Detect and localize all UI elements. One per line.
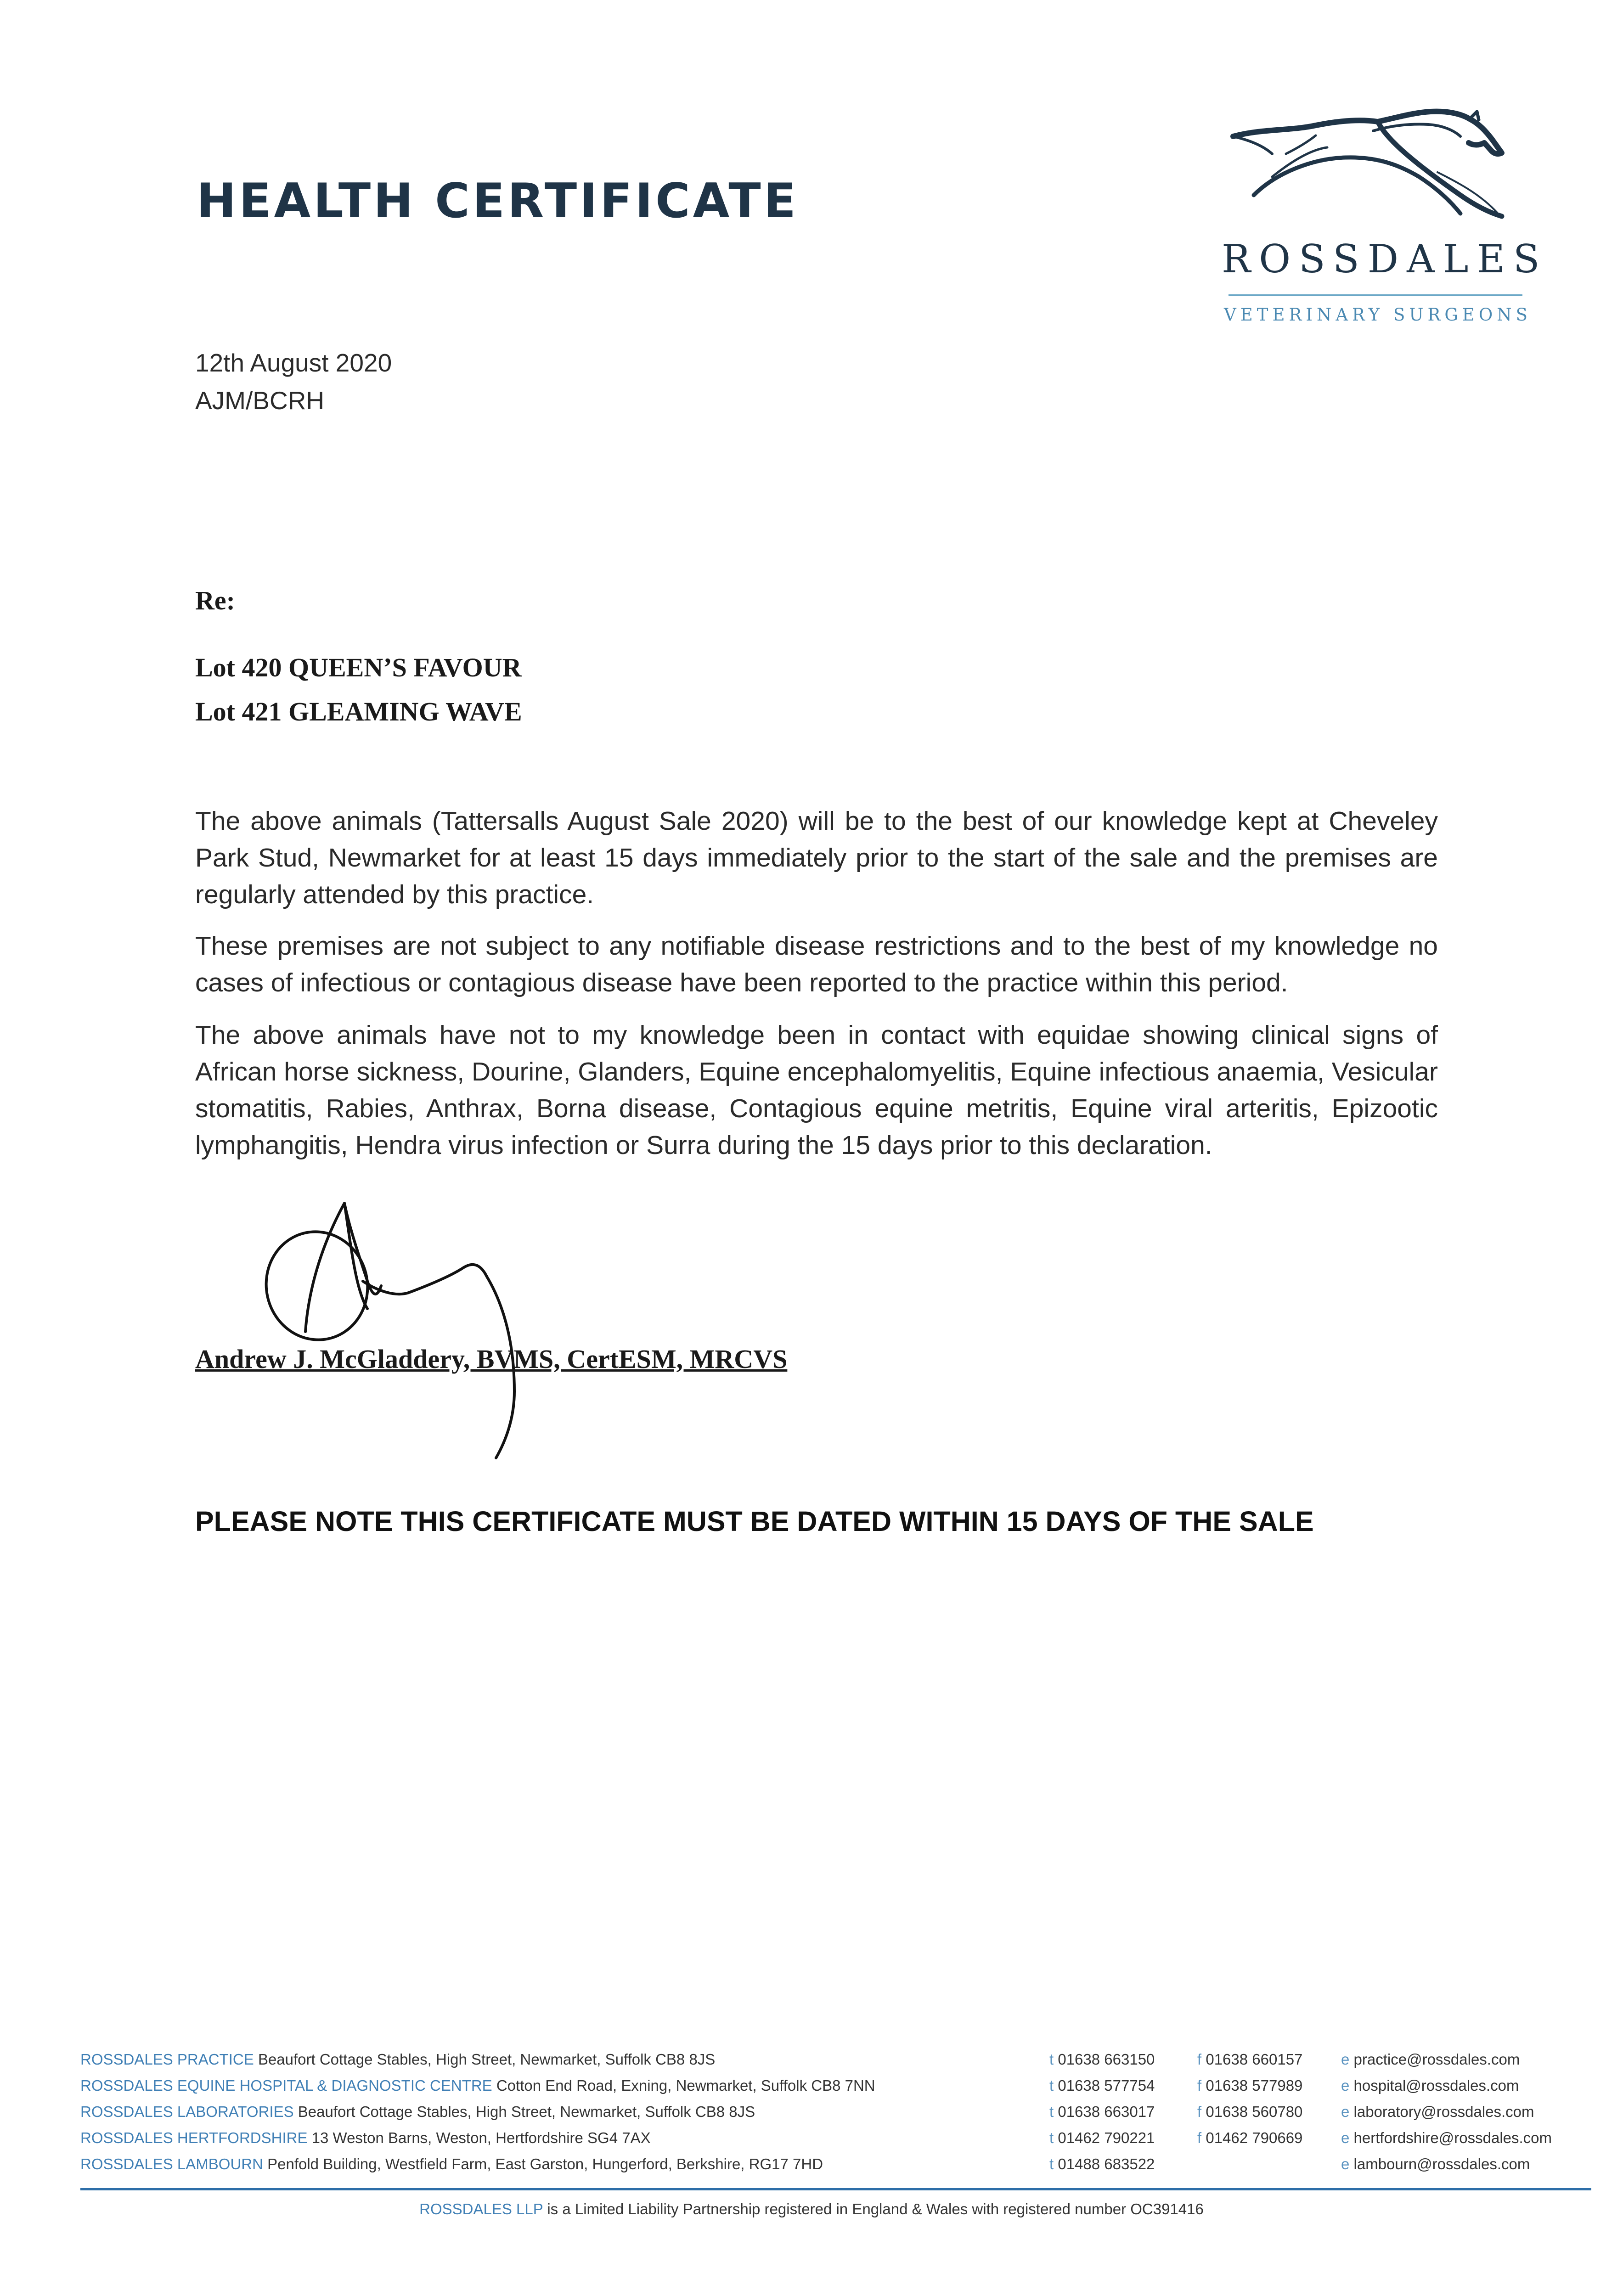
handwritten-signature [257, 1199, 652, 1483]
lot-line: Lot 420 QUEEN’S FAVOUR [195, 653, 522, 682]
fax-number: f 01638 577989 [1197, 2077, 1303, 2094]
email-address: e hospital@rossdales.com [1341, 2077, 1519, 2094]
email-address: e hertfordshire@rossdales.com [1341, 2129, 1552, 2146]
logo-divider [1229, 294, 1522, 296]
footer-location-row [80, 2077, 1582, 2103]
location-name: ROSSDALES LAMBOURN [80, 2155, 263, 2172]
location-address: Beaufort Cottage Stables, High Street, Newmarket, Suffolk CB8 8JS [298, 2103, 755, 2120]
footer-location-row [80, 2129, 1582, 2155]
fax-number: f 01638 560780 [1197, 2103, 1303, 2120]
lot-line: Lot 421 GLEAMING WAVE [195, 697, 522, 726]
email-address: e lambourn@rossdales.com [1341, 2155, 1530, 2172]
signatory-name: Andrew J. McGladdery, BVMS, CertESM, MRCVS [195, 1344, 788, 1374]
phone-number: t 01488 683522 [1049, 2155, 1155, 2172]
horse-logo-icon [1222, 103, 1548, 333]
letter-reference: AJM/BCRH [195, 386, 325, 415]
re-label: Re: [195, 585, 235, 615]
dating-notice: PLEASE NOTE THIS CERTIFICATE MUST BE DATED WITHIN 15 DAYS OF THE SALE [195, 1506, 1314, 1537]
location-address: Penfold Building, Westfield Farm, East Garston, Hungerford, Berkshire, RG17 7HD [267, 2155, 823, 2172]
email-address: e laboratory@rossdales.com [1341, 2103, 1534, 2120]
fax-number: f 01638 660157 [1197, 2051, 1303, 2068]
footer-divider [80, 2188, 1591, 2190]
footer-location-row [80, 2103, 1582, 2129]
phone-number: t 01638 663150 [1049, 2051, 1155, 2068]
location-name: ROSSDALES EQUINE HOSPITAL & DIAGNOSTIC CENTRE [80, 2077, 492, 2094]
page-title: HEALTH CERTIFICATE [197, 174, 799, 229]
logo-wordmark: ROSSDALES [1222, 236, 1548, 281]
footer-contacts [80, 2051, 1582, 2182]
logo-tagline: VETERINARY SURGEONS [1224, 305, 1532, 325]
footer-location-row [80, 2051, 1582, 2077]
footer-location-row [80, 2155, 1582, 2182]
location-name: ROSSDALES LABORATORIES [80, 2103, 294, 2120]
location-address: Cotton End Road, Exning, Newmarket, Suffolk CB8 7NN [496, 2077, 875, 2094]
phone-number: t 01638 663017 [1049, 2103, 1155, 2120]
body-paragraph: The above animals (Tattersalls August Sale 2020) will be to the best of our knowledge kept at Cheveley Park Stud, Newmarket for at least 15 days immediately prior to the start of the sale and the premises are regularly attended by this practice. [195, 806, 1438, 909]
body-paragraph: These premises are not subject to any notifiable disease restrictions and to the best of my knowledge no cases of infectious or contagious disease have been reported to the practice within this period. [195, 931, 1438, 997]
fax-number: f 01462 790669 [1197, 2129, 1303, 2146]
email-address: e practice@rossdales.com [1341, 2051, 1520, 2068]
letter-date: 12th August 2020 [195, 349, 392, 377]
phone-number: t 01638 577754 [1049, 2077, 1155, 2094]
body-paragraph: The above animals have not to my knowledge been in contact with equidae showing clinical signs of African horse sickness, Dourine, Glanders, Equine encephalomyelitis, Equine infectious anaemia, Vesicular stomatitis, Rabies, Anthrax, Borna disease, Contagious equine metritis, Equine viral arteritis, Epizootic lymphangitis, Hendra virus infection or Surra during the 15 days prior to this declaration. [195, 1020, 1438, 1160]
location-name: ROSSDALES HERTFORDSHIRE [80, 2129, 308, 2146]
location-name: ROSSDALES PRACTICE [80, 2051, 254, 2068]
location-address: Beaufort Cottage Stables, High Street, Newmarket, Suffolk CB8 8JS [258, 2051, 716, 2068]
phone-number: t 01462 790221 [1049, 2129, 1155, 2146]
location-address: 13 Weston Barns, Weston, Hertfordshire SG4 7AX [311, 2129, 651, 2146]
registration-statement: ROSSDALES LLP is a Limited Liability Partnership registered in England & Wales with registered number OC391416 [419, 2200, 1204, 2217]
